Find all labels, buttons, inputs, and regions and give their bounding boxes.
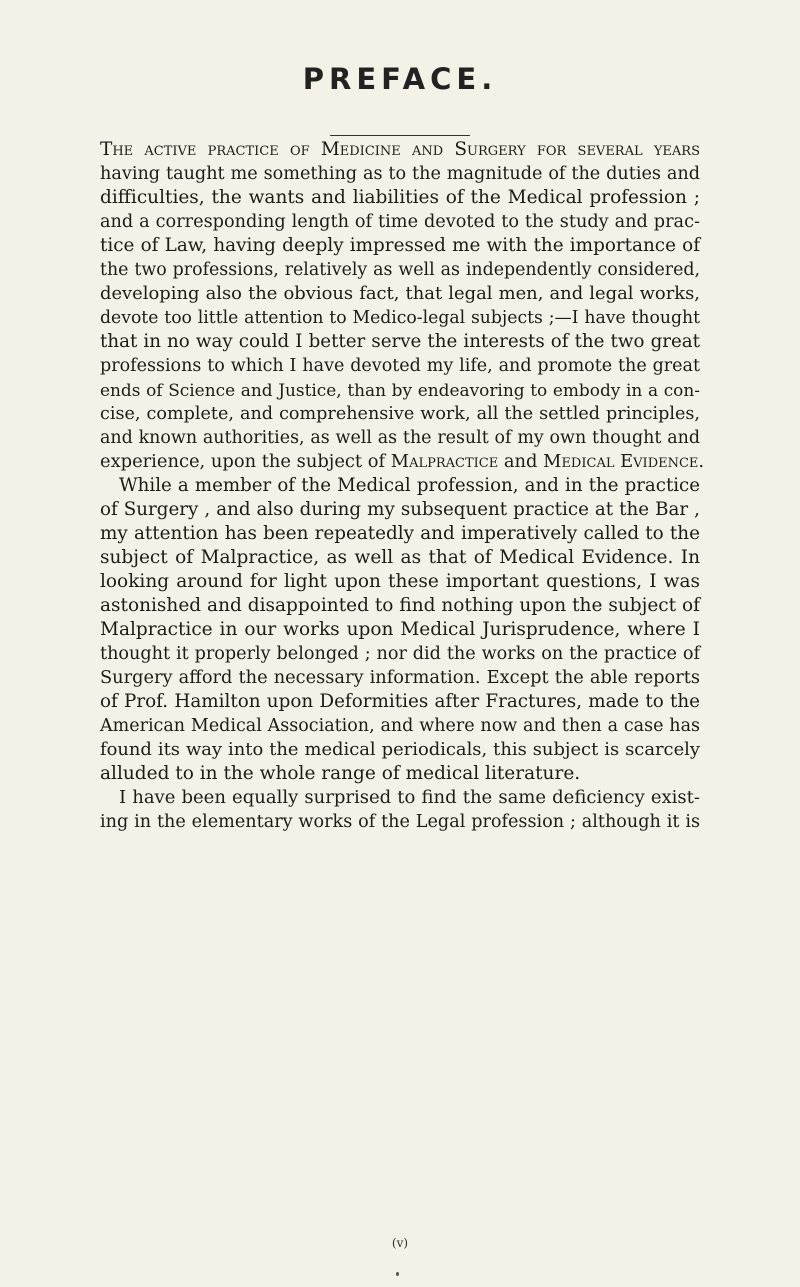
- text-line: and a corresponding length of time devoted to the study and prac-: [100, 212, 700, 232]
- drop-word: The active practice of Medicine and Surgery for several years: [100, 139, 700, 160]
- text-line: American Medical Association, and where now and then a case has: [100, 716, 700, 736]
- text-line: developing also the obvious fact, that legal men, and legal works,: [100, 283, 700, 304]
- line-mid: and: [498, 451, 544, 472]
- text-line: ing in the elementary works of the Legal profession ; although it is: [100, 812, 700, 832]
- text-line: cise, complete, and comprehensive work, all the settled principles,: [100, 404, 700, 424]
- text-line: astonished and disappointed to find nothing upon the subject of: [100, 595, 700, 616]
- text-line: subject of Malpractice, as well as that of Medical Evidence. In: [100, 547, 700, 568]
- page-number: (v): [391, 1236, 409, 1250]
- text-line: of Surgery , and also during my subsequent practice at the Bar ,: [100, 499, 700, 520]
- title-rule: [330, 135, 470, 136]
- medical-evidence-smallcaps: Medical Evidence: [543, 451, 699, 472]
- text-line: While a member of the Medical profession, and in the practice: [119, 475, 700, 496]
- text-line: looking around for light upon these important questions, I was: [100, 571, 700, 592]
- text-line: ends of Science and Justice, than by endeavoring to embody in a con-: [100, 380, 700, 400]
- text-line: [100, 450, 705, 474]
- text-line: alluded to in the whole range of medical literature.: [100, 763, 581, 784]
- text-line: devote too little attention to Medico-legal subjects ;—I have thought: [100, 308, 700, 328]
- text-line: tice of Law, having deeply impressed me with the importance of: [100, 235, 700, 256]
- text-line: the two professions, relatively as well as independently considered,: [100, 260, 700, 280]
- text-line: found its way into the medical periodicals, this subject is scarcely: [100, 739, 700, 760]
- text-line: Malpractice in our works upon Medical Jurisprudence, where I: [100, 619, 700, 640]
- text-line: professions to which I have devoted my life, and promote the great: [100, 356, 700, 376]
- text-line: [100, 138, 700, 162]
- line-end: .: [698, 451, 705, 472]
- malpractice-smallcaps: Malpractice: [390, 451, 499, 472]
- text-line: my attention has been repeatedly and imperatively called to the: [100, 523, 700, 544]
- text-line: thought it properly belonged ; nor did the works on the practice of: [100, 644, 700, 664]
- ink-fleck: [396, 1272, 399, 1276]
- text-line: I have been equally surprised to find the same deficiency exist-: [119, 787, 700, 808]
- text-line: of Prof. Hamilton upon Deformities after Fractures, made to the: [100, 691, 700, 712]
- page-title: PREFACE.: [302, 62, 498, 96]
- text-line: that in no way could I better serve the interests of the two great: [100, 331, 700, 352]
- text-line: difficulties, the wants and liabilities of the Medical profession ;: [100, 187, 700, 208]
- text-line: Surgery afford the necessary information. Except the able reports: [100, 667, 700, 688]
- text-line: having taught me something as to the magnitude of the duties and: [100, 164, 700, 184]
- line-prefix: experience, upon the subject of: [100, 451, 391, 472]
- text-line: and known authorities, as well as the result of my own thought and: [100, 428, 700, 448]
